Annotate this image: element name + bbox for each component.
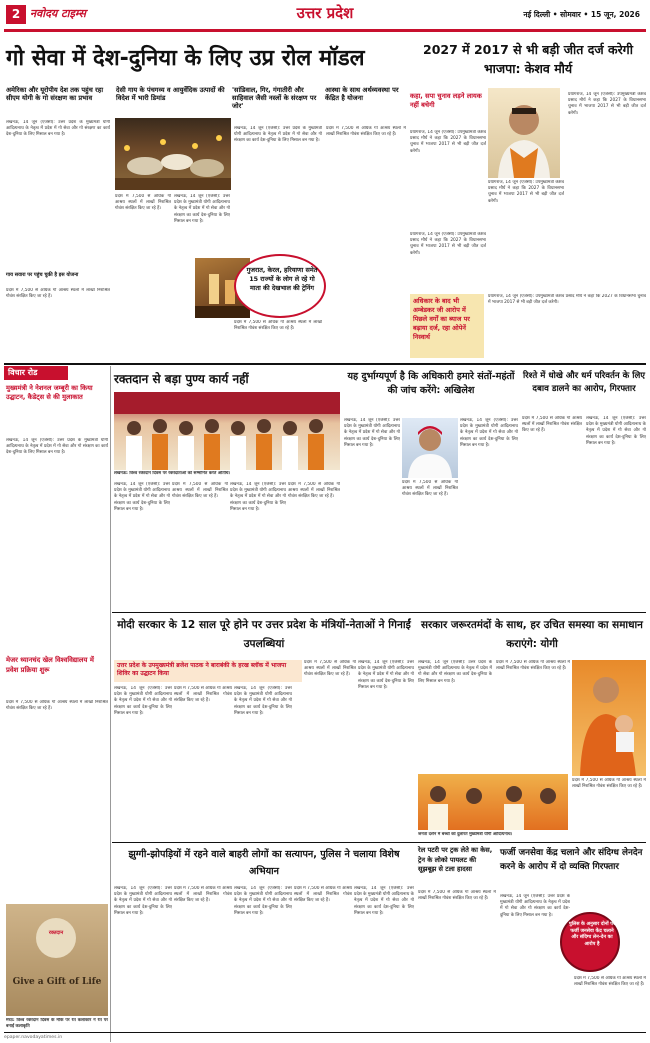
jhuggi-body-5: लखनऊ, 14 जून (एजेंसी): उत्तर प्रदेश के मुख्यमंत्री योगी आदित्यनाथ के नेतृत्व में प्रदेश में गो सेवा और गो संरक्षण का कार्य देश-दुनिया के लिए मिसाल बन गया है। bbox=[354, 886, 414, 916]
akhilesh-headline: यह दुर्भाग्यपूर्ण है कि अधिकारी हमारे संतों-महंतों की जांच करेंगे: अखिलेश bbox=[347, 371, 515, 396]
keshav-photo bbox=[488, 88, 560, 178]
modi-body-5: लखनऊ, 14 जून (एजेंसी): उत्तर प्रदेश के मुख्यमंत्री योगी आदित्यनाथ के नेतृत्व में प्रदेश में गो सेवा और गो संरक्षण का कार्य देश-दुनिया के लिए मिसाल बन गया है। bbox=[358, 660, 414, 690]
lead-body-col-4: लखनऊ, 14 जून (एजेंसी): उत्तर प्रदेश के मुख्यमंत्री योगी आदित्यनाथ के नेतृत्व में प्रदेश में गो सेवा और गो संरक्षण का कार्य देश-दुनिया के लिए मिसाल बन गया है। bbox=[234, 126, 322, 144]
masthead bbox=[0, 0, 650, 30]
vichar-head-2: मेजर ध्यानचंद खेल विश्वविद्यालय में प्रवेश प्रक्रिया शुरू bbox=[6, 656, 94, 674]
fraud-callout-text: पुलिस के अनुसार दोनों पर फर्जी जनसेवा केंद्र चलाने और संदिग्ध लेन-देन का आरोप है bbox=[569, 922, 615, 947]
fraud-body-1: लखनऊ, 14 जून (एजेंसी): उत्तर प्रदेश के मुख्यमंत्री योगी आदित्यनाथ के नेतृत्व में प्रदेश में गो सेवा और गो संरक्षण का कार्य देश-दुनिया के लिए मिसाल बन गया है। bbox=[500, 894, 570, 918]
paper-logo: नवोदय टाइम्स bbox=[30, 7, 86, 20]
person-child-icon bbox=[572, 660, 646, 776]
blood-caption: लखनऊ: विश्व रक्तदान दिवस पर रक्तदाताओं को सम्मानित करते अतिथि। bbox=[114, 471, 231, 476]
training-callout-text: गुजरात, केरल, हरियाणा समेत 15 राज्यों के लोग ले रहे गो माता की देखभाल की ट्रेनिंग bbox=[246, 266, 318, 292]
vichar-body-1: लखनऊ, 14 जून (एजेंसी): उत्तर प्रदेश के मुख्यमंत्री योगी आदित्यनाथ के नेतृत्व में प्रदेश में गो सेवा और गो संरक्षण का कार्य देश-दुनिया के लिए मिसाल बन गया है। bbox=[6, 438, 108, 456]
blood-body-1: लखनऊ, 14 जून (एजेंसी): उत्तर प्रदेश के मुख्यमंत्री योगी आदित्यनाथ के नेतृत्व में प्रदेश में गो सेवा और गो संरक्षण का कार्य देश-दुनिया के लिए मिसाल बन गया है। bbox=[114, 482, 170, 512]
page-number-badge: 2 bbox=[6, 5, 26, 24]
akhilesh-photo bbox=[402, 418, 458, 478]
divider-1 bbox=[4, 363, 646, 365]
modi-subhead: उत्तर प्रदेश के उपमुख्यमंत्री ब्रजेश पाठक ने बाराबंकी के हरख ब्लॉक में भाजपा शिविर का उद्घाटन किया bbox=[114, 660, 302, 682]
footer-url: epaper.navodayatimes.in bbox=[4, 1035, 63, 1040]
sand-art-caption: मेरठ: विश्व रक्तदान दिवस के मौके पर रेत कलाकार ने रेत पर बनाई कलाकृति bbox=[6, 1018, 108, 1030]
lead-body-col-2: प्रदेश में 7,500 से अधिक गो आश्रय स्थलों में लाखों निराश्रित गोवंश संरक्षित किए जा रहे हैं। bbox=[115, 194, 171, 212]
lead-subhead-4: आस्था के साथ अर्थव्यवस्था पर केंद्रित है योजना bbox=[325, 86, 399, 102]
modi-body-4: प्रदेश में 7,500 से अधिक गो आश्रय स्थलों में लाखों निराश्रित गोवंश संरक्षित किए जा रहे हैं। bbox=[304, 660, 356, 678]
jhuggi-body-1: लखनऊ, 14 जून (एजेंसी): उत्तर प्रदेश के मुख्यमंत्री योगी आदित्यनाथ के नेतृत्व में प्रदेश में गो सेवा और गो संरक्षण का कार्य देश-दुनिया के लिए मिसाल बन गया है। bbox=[114, 886, 172, 916]
lead-body-col-6: प्रदेश में 7,500 से अधिक गो आश्रय स्थलों में लाखों निराश्रित गोवंश संरक्षित किए जा रहे हैं। bbox=[234, 320, 322, 332]
modi-body-3: लखनऊ, 14 जून (एजेंसी): उत्तर प्रदेश के मुख्यमंत्री योगी आदित्यनाथ के नेतृत्व में प्रदेश में गो सेवा और गो संरक्षण का कार्य देश-दुनिया के लिए मिसाल बन गया है। bbox=[234, 686, 292, 716]
vichar-intro: मुख्यमंत्री ने नेशनल जम्बूरी का किया उद्घाटन, कैडेट्स से की मुलाकात bbox=[6, 384, 93, 401]
jhuggi-body-4: प्रदेश में 7,500 से अधिक गो आश्रय स्थलों में लाखों निराश्रित गोवंश संरक्षित किए जा रहे हैं। bbox=[294, 886, 352, 904]
akhilesh-body-1: लखनऊ, 14 जून (एजेंसी): उत्तर प्रदेश के मुख्यमंत्री योगी आदित्यनाथ के नेतृत्व में प्रदेश में गो सेवा और गो संरक्षण का कार्य देश-दुनिया के लिए मिसाल बन गया है। bbox=[344, 418, 400, 448]
footer-rule bbox=[4, 1032, 646, 1033]
yogi-body-3: प्रदेश में 7,500 से अधिक गो आश्रय स्थलों में लाखों निराश्रित गोवंश संरक्षित किए जा रहे हैं। bbox=[572, 778, 646, 790]
sand-art-text: Give a Gift of Life bbox=[12, 977, 102, 987]
person-portrait-icon bbox=[488, 88, 560, 178]
masthead-rule bbox=[4, 29, 646, 32]
vichar-section bbox=[4, 366, 111, 1042]
keshav-body-col-3: प्रयागराज, 14 जून (एजेंसी): उपमुख्यमंत्री केशव प्रसाद मौर्य ने कहा कि 2027 के विधानसभा चुनाव में भाजपा 2017 से भी बड़ी जीत दर्ज करेगी। bbox=[568, 92, 646, 116]
sand-art-photo bbox=[6, 904, 108, 1016]
jhuggi-headline: झुग्गी-झोपड़ियों में रहने वाले बाहरी लोगों का सत्यापन, पुलिस ने चलाया विशेष अभियान bbox=[128, 849, 400, 877]
vichar-tag: विचार रोड bbox=[4, 366, 68, 380]
lead-subhead-3: 'सांडिवाल, गिर, गंगातीरी और साहिवाल जैसी नस्लों के संरक्षण पर जोर' bbox=[232, 86, 317, 110]
lead-body-col-1b: प्रदेश में 7,500 से अधिक गो आश्रय स्थलों में लाखों निराश्रित गोवंश संरक्षित किए जा रहे हैं। bbox=[6, 288, 110, 300]
section-title: उत्तर प्रदेश bbox=[296, 4, 354, 22]
lead-headline: गो सेवा में देश-दुनिया के लिए उप्र रोल मॉडल bbox=[6, 46, 365, 71]
keshav-body-col-4: प्रयागराज, 14 जून (एजेंसी): उपमुख्यमंत्री केशव प्रसाद मौर्य ने कहा कि 2027 के विधानसभा चुनाव में भाजपा 2017 से भी बड़ी जीत दर्ज करेगी। bbox=[488, 294, 646, 306]
akhilesh-body-2: प्रदेश में 7,500 से अधिक गो आश्रय स्थलों में लाखों निराश्रित गोवंश संरक्षित किए जा रहे हैं। bbox=[402, 480, 458, 498]
police-body-1: प्रदेश में 7,500 से अधिक गो आश्रय स्थलों में लाखों निराश्रित गोवंश संरक्षित किए जा रहे हैं। bbox=[522, 416, 582, 434]
cow-illustration-icon bbox=[115, 118, 231, 190]
keshav-body-col-2: प्रयागराज, 14 जून (एजेंसी): उपमुख्यमंत्री केशव प्रसाद मौर्य ने कहा कि 2027 के विधानसभा चुनाव में भाजपा 2017 से भी बड़ी जीत दर्ज करेगी। bbox=[488, 180, 564, 204]
yogi-photo-2 bbox=[418, 774, 568, 830]
vichar-body-2: प्रदेश में 7,500 से अधिक गो आश्रय स्थलों में लाखों निराश्रित गोवंश संरक्षित किए जा रहे हैं। bbox=[6, 700, 108, 712]
modi-body-1: लखनऊ, 14 जून (एजेंसी): उत्तर प्रदेश के मुख्यमंत्री योगी आदित्यनाथ के नेतृत्व में प्रदेश में गो सेवा और गो संरक्षण का कार्य देश-दुनिया के लिए मिसाल बन गया है। bbox=[114, 686, 172, 716]
modi-headline: मोदी सरकार के 12 साल पूरे होने पर उत्तर प्रदेश के मंत्रियों-नेताओं ने गिनाईं उपलब्धियां bbox=[117, 619, 411, 650]
police-headline: रिश्ते में धोखे और धर्म परिवर्तन के लिए दबाव डालने का आरोप, गिरफ्तार bbox=[522, 371, 646, 394]
jhuggi-body-2: प्रदेश में 7,500 से अधिक गो आश्रय स्थलों में लाखों निराश्रित गोवंश संरक्षित किए जा रहे हैं। bbox=[174, 886, 232, 904]
lead-subhead-1: अमेरिका और यूरोपीय देश तक पहुंच रहा सीएम योगी के गो संरक्षण का प्रभाव bbox=[6, 86, 104, 102]
blood-headline: रक्तदान से बड़ा पुण्य कार्य नहीं bbox=[114, 372, 249, 386]
dateline: नई दिल्ली • सोमवार • 15 जून, 2026 bbox=[523, 10, 640, 19]
fraud-headline: फर्जी जनसेवा केंद्र चलाने और संदिग्ध लेनदेन करने के आरोप में दो व्यक्ति गिरफ्तार bbox=[500, 848, 643, 872]
rail-body: प्रदेश में 7,500 से अधिक गो आश्रय स्थलों में लाखों निराश्रित गोवंश संरक्षित किए जा रहे हैं। bbox=[418, 890, 496, 902]
group-photo-icon bbox=[114, 392, 340, 470]
keshav-body-col-1: प्रयागराज, 14 जून (एजेंसी): उपमुख्यमंत्री केशव प्रसाद मौर्य ने कहा कि 2027 के विधानसभा चुनाव में भाजपा 2017 से भी बड़ी जीत दर्ज करेगी। bbox=[410, 130, 486, 154]
keshav-body-col-1b: प्रयागराज, 14 जून (एजेंसी): उपमुख्यमंत्री केशव प्रसाद मौर्य ने कहा कि 2027 के विधानसभा चुनाव में भाजपा 2017 से भी बड़ी जीत दर्ज करेगी। bbox=[410, 232, 486, 256]
fraud-callout bbox=[560, 912, 620, 972]
yogi-body-1: लखनऊ, 14 जून (एजेंसी): उत्तर प्रदेश के मुख्यमंत्री योगी आदित्यनाथ के नेतृत्व में प्रदेश में गो सेवा और गो संरक्षण का कार्य देश-दुनिया के लिए मिसाल बन गया है। bbox=[418, 660, 492, 684]
yogi-caption: जनता दर्शन में बच्चों को दुलारते मुख्यमंत्री योगी आदित्यनाथ। bbox=[418, 832, 513, 837]
yogi-headline: सरकार जरूरतमंदों के साथ, हर उचित समस्या का समाधान कराएंगे: योगी bbox=[421, 619, 643, 650]
yogi-photo bbox=[572, 660, 646, 776]
keshav-quote: अधिकार के बाद भी अम्बेडकर जी आरोप में पिछले वर्गों का ब्याज पर बढ़ाया दर्ज, रहा ओपेनें निस्वार्थ bbox=[410, 294, 484, 358]
sand-art-tag: रक्तदान bbox=[48, 930, 64, 936]
training-callout bbox=[234, 254, 326, 318]
lead-inline-head: गाय सवारा पर पहुंच चुकी है इस योजना bbox=[6, 272, 79, 278]
fraud-body-2: प्रदेश में 7,500 से अधिक गो आश्रय स्थलों में लाखों निराश्रित गोवंश संरक्षित किए जा रहे हैं। bbox=[574, 976, 646, 988]
blood-body-3: लखनऊ, 14 जून (एजेंसी): उत्तर प्रदेश के मुख्यमंत्री योगी आदित्यनाथ के नेतृत्व में प्रदेश में गो सेवा और गो संरक्षण का कार्य देश-दुनिया के लिए मिसाल बन गया है। bbox=[230, 482, 286, 512]
lead-subhead-2: देसी गाय के पंचगव्य व आयुर्वेदिक उत्पादों की विदेश में भारी डिमांड bbox=[116, 86, 225, 102]
lead-body-col-5: प्रदेश में 7,500 से अधिक गो आश्रय स्थलों में लाखों निराश्रित गोवंश संरक्षित किए जा रहे हैं। bbox=[326, 126, 406, 138]
divider-2 bbox=[112, 612, 646, 613]
akhilesh-body-3: लखनऊ, 14 जून (एजेंसी): उत्तर प्रदेश के मुख्यमंत्री योगी आदित्यनाथ के नेतृत्व में प्रदेश में गो सेवा और गो संरक्षण का कार्य देश-दुनिया के लिए मिसाल बन गया है। bbox=[460, 418, 518, 448]
modi-body-2: प्रदेश में 7,500 से अधिक गो आश्रय स्थलों में लाखों निराश्रित गोवंश संरक्षित किए जा रहे हैं। bbox=[174, 686, 232, 704]
jhuggi-body-3: लखनऊ, 14 जून (एजेंसी): उत्तर प्रदेश के मुख्यमंत्री योगी आदित्यनाथ के नेतृत्व में प्रदेश में गो सेवा और गो संरक्षण का कार्य देश-दुनिया के लिए मिसाल बन गया है। bbox=[234, 886, 292, 916]
blood-photo bbox=[114, 392, 340, 470]
yogi-body-2: प्रदेश में 7,500 से अधिक गो आश्रय स्थलों में लाखों निराश्रित गोवंश संरक्षित किए जा रहे हैं। bbox=[496, 660, 570, 672]
keshav-subhead: कहा, सपा चुनाव लड़ने लायक नहीं बचेगी bbox=[410, 92, 482, 109]
divider-3 bbox=[112, 842, 646, 843]
blood-body-4: प्रदेश में 7,500 से अधिक गो आश्रय स्थलों में लाखों निराश्रित गोवंश संरक्षित किए जा रहे हैं। bbox=[288, 482, 340, 500]
lead-photo-cows bbox=[115, 118, 231, 190]
blood-body-2: प्रदेश में 7,500 से अधिक गो आश्रय स्थलों में लाखों निराश्रित गोवंश संरक्षित किए जा रहे हैं। bbox=[172, 482, 228, 500]
person-portrait-icon-2 bbox=[402, 418, 458, 478]
police-body-2: लखनऊ, 14 जून (एजेंसी): उत्तर प्रदेश के मुख्यमंत्री योगी आदित्यनाथ के नेतृत्व में प्रदेश में गो सेवा और गो संरक्षण का कार्य देश-दुनिया के लिए मिसाल बन गया है। bbox=[586, 416, 646, 446]
keshav-headline: 2027 में 2017 से भी बड़ी जीत दर्ज करेगी भाजपा: केशव मौर्य bbox=[423, 42, 633, 76]
lead-body-col-3: लखनऊ, 14 जून (एजेंसी): उत्तर प्रदेश के मुख्यमंत्री योगी आदित्यनाथ के नेतृत्व में प्रदेश में गो सेवा और गो संरक्षण का कार्य देश-दुनिया के लिए मिसाल बन गया है। bbox=[174, 194, 230, 224]
lead-body-col-1: लखनऊ, 14 जून (एजेंसी): उत्तर प्रदेश के मुख्यमंत्री योगी आदित्यनाथ के नेतृत्व में प्रदेश में गो सेवा और गो संरक्षण का कार्य देश-दुनिया के लिए मिसाल बन गया है। bbox=[6, 120, 110, 138]
crowd-icon bbox=[418, 774, 568, 830]
rail-headline: रेल पटरी पर ट्रक लेते का केस, ट्रेन के लोको पायलट की सूझबूझ से टला हादसा bbox=[418, 846, 493, 874]
